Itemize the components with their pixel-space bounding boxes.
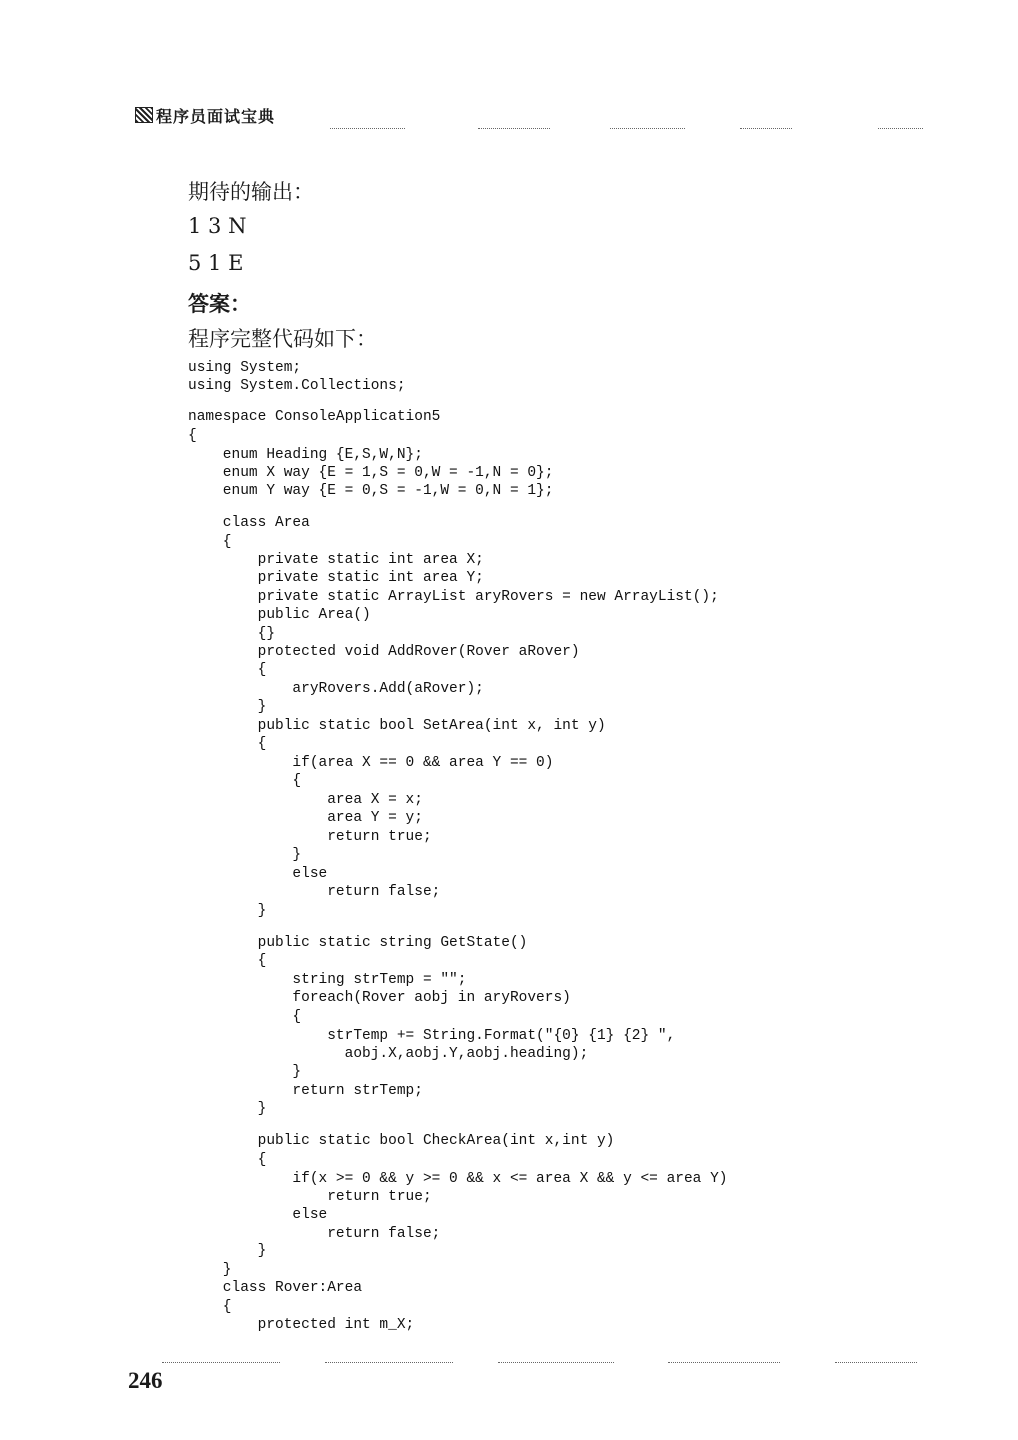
code-line: return true; bbox=[188, 1189, 432, 1205]
code-line: { bbox=[188, 662, 267, 678]
code-line: { bbox=[188, 534, 232, 550]
code-line: public static bool CheckArea(int x,int y) bbox=[188, 1133, 615, 1149]
footer-rule bbox=[668, 1362, 780, 1363]
header-rule bbox=[740, 128, 792, 129]
code-line: } bbox=[188, 903, 267, 919]
code-line: } bbox=[188, 1243, 267, 1259]
code-line: else bbox=[188, 1207, 328, 1223]
code-line: } bbox=[188, 1262, 232, 1278]
code-line: if(area X == 0 && area Y == 0) bbox=[188, 755, 554, 771]
code-line: public static bool SetArea(int x, int y) bbox=[188, 718, 606, 734]
code-line: string strTemp = ""; bbox=[188, 972, 467, 988]
footer-rule bbox=[325, 1362, 453, 1363]
code-line: return false; bbox=[188, 884, 441, 900]
header-rule bbox=[330, 128, 405, 129]
code-line: {} bbox=[188, 626, 276, 642]
code-line: using System; bbox=[188, 360, 302, 376]
code-line: } bbox=[188, 1101, 267, 1117]
code-intro: 程序完整代码如下： bbox=[188, 327, 377, 351]
expected-output-label: 期待的输出： bbox=[188, 180, 314, 204]
code-line: protected void AddRover(Rover aRover) bbox=[188, 644, 580, 660]
code-line: { bbox=[188, 953, 267, 969]
code-line: { bbox=[188, 1299, 232, 1315]
code-line: private static ArrayList aryRovers = new ArrayList(); bbox=[188, 589, 719, 605]
code-line: foreach(Rover aobj in aryRovers) bbox=[188, 990, 571, 1006]
code-line: private static int area X; bbox=[188, 552, 484, 568]
expected-output-line: 5 1 E bbox=[188, 251, 244, 275]
code-line: public static string GetState() bbox=[188, 935, 528, 951]
footer-rule bbox=[162, 1362, 280, 1363]
code-line: strTemp += String.Format("{0} {1} {2} ", bbox=[188, 1028, 676, 1044]
code-line: else bbox=[188, 866, 328, 882]
book-title: 程序员面试宝典 bbox=[156, 107, 276, 126]
header-rule bbox=[610, 128, 685, 129]
code-line: { bbox=[188, 428, 197, 444]
code-line: class Rover:Area bbox=[188, 1280, 363, 1296]
code-line: } bbox=[188, 699, 267, 715]
code-line: enum X way {E = 1,S = 0,W = -1,N = 0}; bbox=[188, 465, 554, 481]
code-line: namespace ConsoleApplication5 bbox=[188, 409, 441, 425]
running-header bbox=[135, 104, 275, 127]
code-line: enum Y way {E = 0,S = -1,W = 0,N = 1}; bbox=[188, 483, 554, 499]
code-line: return false; bbox=[188, 1226, 441, 1242]
footer-rule bbox=[498, 1362, 614, 1363]
code-line: class Area bbox=[188, 515, 310, 531]
code-line: { bbox=[188, 736, 267, 752]
code-line: { bbox=[188, 773, 302, 789]
code-line: { bbox=[188, 1152, 267, 1168]
code-line: private static int area Y; bbox=[188, 570, 484, 586]
header-rule bbox=[878, 128, 923, 129]
page-number: 246 bbox=[128, 1368, 163, 1393]
header-rule bbox=[478, 128, 550, 129]
expected-output-line: 1 3 N bbox=[188, 214, 247, 238]
code-line: } bbox=[188, 1064, 302, 1080]
code-line: public Area() bbox=[188, 607, 371, 623]
code-line: aobj.X,aobj.Y,aobj.heading); bbox=[188, 1046, 589, 1062]
code-line: if(x >= 0 && y >= 0 && x <= area X && y <= area Y) bbox=[188, 1171, 728, 1187]
code-line: protected int m_X; bbox=[188, 1317, 415, 1333]
code-line: area X = x; bbox=[188, 792, 423, 808]
answer-label: 答案： bbox=[188, 291, 251, 316]
code-line: } bbox=[188, 847, 302, 863]
code-line: { bbox=[188, 1009, 302, 1025]
code-line: enum Heading {E,S,W,N}; bbox=[188, 447, 423, 463]
code-line: return strTemp; bbox=[188, 1083, 423, 1099]
code-line: area Y = y; bbox=[188, 810, 423, 826]
code-line: using System.Collections; bbox=[188, 378, 406, 394]
code-line: aryRovers.Add(aRover); bbox=[188, 681, 484, 697]
code-line: return true; bbox=[188, 829, 432, 845]
footer-rule bbox=[835, 1362, 917, 1363]
book-logo-icon bbox=[135, 107, 153, 123]
